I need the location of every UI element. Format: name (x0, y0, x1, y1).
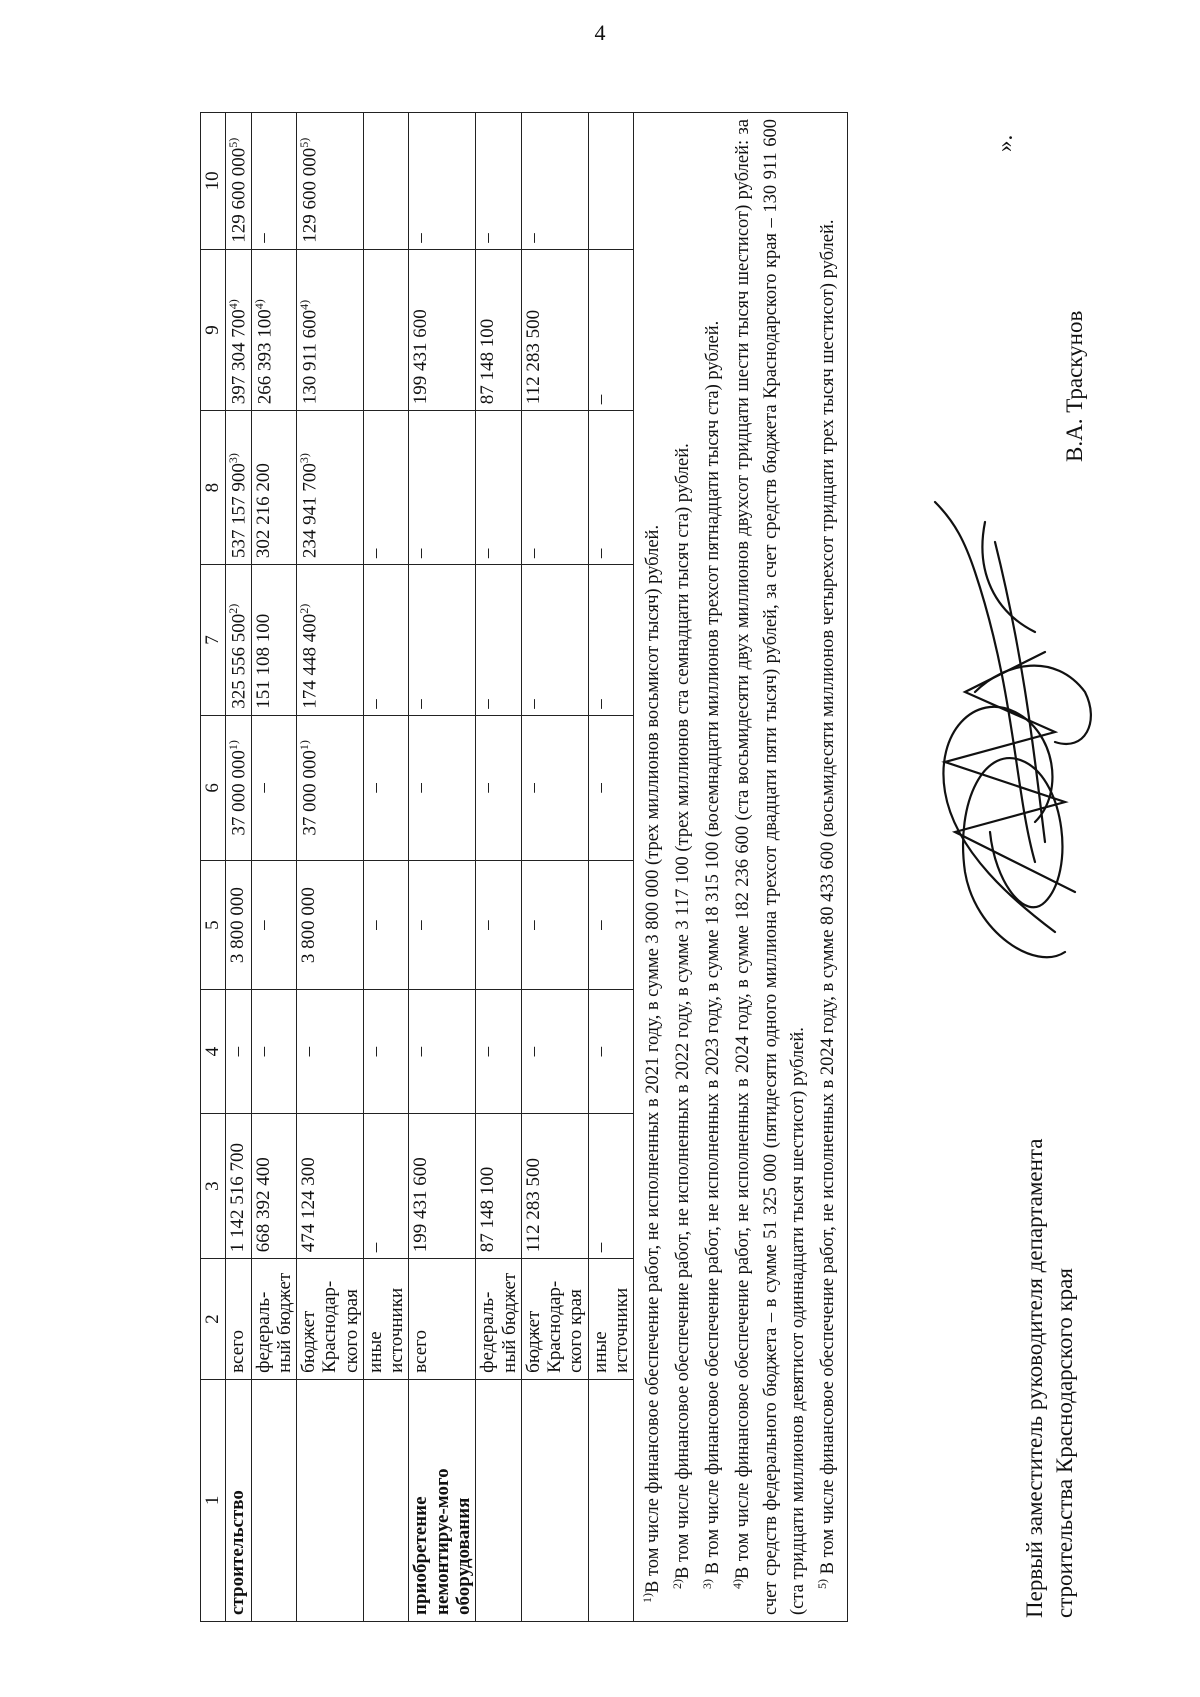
table-row (588, 113, 634, 1622)
table-cell-col-10 (409, 113, 476, 250)
cell-value: – (364, 920, 386, 930)
table-cell-col-6 (226, 715, 252, 860)
cell-value: 112 283 500 (522, 309, 544, 405)
table-cell-col-4 (476, 990, 522, 1114)
cell-value: – (522, 1046, 544, 1057)
table-cell-col-10 (251, 113, 297, 250)
col-header: 4 (201, 990, 226, 1114)
cell-value: иные источники (364, 1287, 408, 1373)
table-cell-col-2 (476, 1259, 522, 1380)
footnote-ref: 1) (297, 740, 312, 751)
table-cell-col-6 (588, 715, 634, 860)
cell-value: – (477, 548, 499, 559)
funding-table (200, 112, 848, 1622)
table-cell-col-2 (588, 1259, 634, 1380)
table-cell-col-3 (363, 1113, 409, 1258)
cell-value: – (477, 1046, 499, 1057)
table-cell-col-2 (251, 1259, 297, 1380)
table-cell-col-3 (409, 1113, 476, 1258)
cell-value: – (364, 783, 386, 793)
table-cell-col-5 (588, 861, 634, 990)
cell-value: – (589, 699, 611, 709)
table-cell-col-8 (409, 411, 476, 565)
table-cell-col-7 (363, 565, 409, 716)
footnote-4 (728, 119, 813, 1615)
cell-value: – (477, 783, 499, 793)
cell-value: – (252, 1046, 274, 1057)
closing-quote: ». (992, 134, 1017, 152)
cell-value: – (364, 1242, 386, 1253)
table-cell-col-9 (226, 249, 252, 410)
footnote-1 (638, 119, 668, 1615)
cell-value: – (522, 548, 544, 559)
footnote-ref: 3) (226, 453, 240, 464)
table-cell-col-7 (297, 565, 364, 716)
cell-value: федераль-ный бюджет (252, 1272, 295, 1373)
table-cell-col-1 (409, 1379, 476, 1621)
table-cell-col-7 (521, 565, 588, 716)
handwritten-signature (915, 492, 1105, 992)
cell-value: 1 142 516 700 (227, 1143, 248, 1253)
table-cell-col-10 (521, 113, 588, 250)
cell-value: – (227, 1046, 248, 1057)
table-cell-col-3 (521, 1113, 588, 1258)
table-cell-col-3 (226, 1113, 252, 1258)
cell-value: 174 448 400 (299, 613, 321, 709)
footnotes-row (634, 113, 848, 1622)
col-header: 10 (201, 113, 226, 250)
table-cell-col-5 (409, 861, 476, 990)
cell-value: 474 124 300 (298, 1157, 320, 1253)
table-cell-col-6 (297, 715, 364, 860)
cell-value: 129 600 000 (228, 147, 250, 243)
cell-value: – (252, 920, 274, 930)
cell-value: бюджет Краснодар-ского края (298, 1280, 362, 1373)
table-cell-col-5 (251, 861, 297, 990)
cell-value: – (589, 783, 611, 793)
cell-value: 37 000 000 (228, 750, 250, 836)
table-cell-col-6 (409, 715, 476, 860)
table-cell-col-2 (521, 1259, 588, 1380)
cell-value: 325 556 500 (228, 613, 250, 709)
cell-value: – (410, 920, 432, 930)
footnote-ref: 4) (226, 299, 240, 310)
footnote-ref: 3) (297, 453, 312, 464)
table-cell-col-9 (297, 249, 364, 410)
signatory-name: В.А. Траскунов (1062, 310, 1087, 462)
cell-value: – (364, 699, 386, 709)
table-cell-col-4 (588, 990, 634, 1114)
table-cell-col-9 (588, 249, 634, 410)
table-cell-col-2 (363, 1259, 409, 1380)
table-cell-col-5 (521, 861, 588, 990)
table-cell-col-8 (521, 411, 588, 565)
cell-value: 234 941 700 (299, 463, 321, 559)
cell-value: 112 283 500 (522, 1157, 544, 1253)
table-row (521, 113, 588, 1622)
table-cell-col-1 (226, 1379, 252, 1621)
cell-value: 37 000 000 (299, 750, 321, 836)
position-line-1: Первый заместитель руководителя департамента (1022, 1138, 1047, 1618)
footnote-text: В том числе финансовое обеспечение работ, не исполненных в 2021 году, в сумме 3 800 000 (трех миллионов восьмисот тысяч) рублей. (643, 524, 664, 1593)
cell-value: 151 108 100 (252, 613, 274, 709)
cell-value: – (477, 699, 499, 709)
table-cell-col-2 (409, 1259, 476, 1380)
footnote-ref: 1) (226, 740, 240, 751)
table-cell-col-9 (251, 249, 297, 410)
table-cell-col-8 (476, 411, 522, 565)
table-cell-col-10 (226, 113, 252, 250)
footnote-text: В том числе финансовое обеспечение работ, не исполненных в 2024 году, в сумме 182 236 600 (ста восьмидесяти двух миллионов двухсот тридцати шести тысяч шестисот) рублей: за счет средств федерального бюджета – в сумме 51 325 000 (пятидесяти одного миллиона трехсот двадцати пяти тысяч) рублей, за счет средств бюджета Краснодарского края – 130 911 600 (ста тридцати миллионов девятисот одиннадцати тысяч шестисот) рублей. (732, 119, 809, 1615)
table-cell-col-4 (297, 990, 364, 1114)
table-cell-col-9 (476, 249, 522, 410)
footnote-mark: 2) (670, 1579, 685, 1589)
table-cell-col-1 (251, 1379, 297, 1621)
table-cell-col-3 (297, 1113, 364, 1258)
col-header: 1 (201, 1379, 226, 1621)
footnote-2 (668, 119, 698, 1615)
footnote-mark: 5) (815, 1579, 830, 1589)
footnotes-cell (634, 113, 848, 1622)
cell-value: 199 431 600 (410, 1157, 432, 1253)
cell-value: федераль-ный бюджет (477, 1272, 520, 1373)
table-cell-col-5 (226, 861, 252, 990)
table-cell-col-10 (297, 113, 364, 250)
cell-value: – (477, 920, 499, 930)
cell-value: – (364, 1046, 386, 1057)
cell-value: – (522, 233, 544, 243)
cell-value: – (522, 920, 544, 930)
cell-value: – (410, 699, 432, 709)
table-cell-col-4 (363, 990, 409, 1114)
cell-value: 3 800 000 (227, 887, 248, 964)
table-cell-col-4 (409, 990, 476, 1114)
table-cell-col-1 (521, 1379, 588, 1621)
cell-value: 302 216 200 (252, 463, 274, 559)
footnote-mark: 1) (640, 1593, 655, 1603)
table-cell-col-5 (297, 861, 364, 990)
table-cell-col-7 (226, 565, 252, 716)
cell-value: 537 157 900 (228, 463, 250, 559)
footnote-text: В том числе финансовое обеспечение работ, не исполненных в 2024 году, в сумме 80 433 600 (восьмидесяти миллионов четырехсот тридцати трех тысяч шестисот) рублей. (818, 219, 839, 1575)
footnote-ref: 5) (297, 137, 312, 148)
cell-value: – (589, 1046, 611, 1057)
cell-value: – (589, 920, 611, 930)
table-cell-col-7 (409, 565, 476, 716)
table-cell-col-4 (251, 990, 297, 1114)
table-cell-col-1 (588, 1379, 634, 1621)
cell-value: иные источники (589, 1287, 632, 1373)
cell-value: – (410, 1046, 432, 1057)
table-cell-col-1 (297, 1379, 364, 1621)
cell-value: 87 148 100 (477, 1166, 499, 1253)
cell-value: – (298, 1046, 320, 1057)
cell-value: – (410, 548, 432, 559)
cell-value: 397 304 700 (228, 309, 250, 405)
table-cell-col-6 (363, 715, 409, 860)
table-cell-col-10 (588, 113, 634, 250)
footnote-mark: 3) (699, 1579, 714, 1589)
table-cell-col-1 (476, 1379, 522, 1621)
table-cell-col-6 (251, 715, 297, 860)
position-line-2: строительства Краснодарского края (1051, 1268, 1077, 1618)
cell-value: – (589, 1242, 611, 1253)
cell-value: – (589, 548, 611, 559)
cell-value: – (589, 394, 611, 405)
table-cell-col-8 (226, 411, 252, 565)
table-cell-col-4 (521, 990, 588, 1114)
table-cell-col-7 (588, 565, 634, 716)
footnote-3 (698, 119, 728, 1615)
cell-value: – (252, 233, 274, 243)
table-cell-col-10 (363, 113, 409, 250)
table-cell-col-6 (476, 715, 522, 860)
page-number: 4 (594, 20, 606, 45)
table-cell-col-8 (588, 411, 634, 565)
cell-value: 3 800 000 (298, 887, 320, 964)
cell-value: приобретение немонтируе-мого оборудования (410, 1468, 474, 1615)
cell-value: – (522, 783, 544, 793)
table-cell-col-3 (588, 1113, 634, 1258)
table-cell-col-3 (251, 1113, 297, 1258)
table-cell-col-5 (363, 861, 409, 990)
cell-value: – (477, 233, 499, 243)
table-row (363, 113, 409, 1622)
col-header: 3 (201, 1113, 226, 1258)
table-cell-col-4 (226, 990, 252, 1114)
cell-value: – (364, 548, 386, 559)
footnote-ref: 2) (297, 603, 312, 614)
cell-value: – (252, 783, 274, 793)
cell-value: всего (410, 1330, 432, 1373)
table-cell-col-10 (476, 113, 522, 250)
cell-value: всего (227, 1330, 248, 1373)
col-header: 7 (201, 565, 226, 716)
table-cell-col-7 (476, 565, 522, 716)
rotated-page-content (80, 72, 1120, 1632)
table-row (409, 113, 476, 1622)
col-header: 8 (201, 411, 226, 565)
col-header: 6 (201, 715, 226, 860)
table-cell-col-8 (297, 411, 364, 565)
cell-value: 266 393 100 (253, 309, 275, 405)
cell-value: – (410, 783, 432, 793)
cell-value: 129 600 000 (299, 147, 321, 243)
signatory-position (1020, 1139, 1080, 1618)
table-row (251, 113, 297, 1622)
table-cell-col-2 (297, 1259, 364, 1380)
footnote-ref: 5) (226, 137, 240, 148)
col-header: 5 (201, 861, 226, 990)
col-header: 9 (201, 249, 226, 410)
table-cell-col-9 (363, 249, 409, 410)
table-cell-col-6 (521, 715, 588, 860)
column-number-row (201, 113, 226, 1622)
cell-value: 668 392 400 (252, 1157, 274, 1253)
table-cell-col-2 (226, 1259, 252, 1380)
footnote-5 (813, 119, 843, 1615)
table-cell-col-9 (409, 249, 476, 410)
table-row (476, 113, 522, 1622)
cell-value: – (410, 233, 432, 243)
cell-value: строительство (227, 1490, 248, 1615)
footnote-ref: 4) (297, 299, 312, 310)
footnote-ref: 4) (251, 299, 266, 310)
table-cell-col-9 (521, 249, 588, 410)
table-cell-col-7 (251, 565, 297, 716)
footnote-text: В том числе финансовое обеспечение работ, не исполненных в 2022 году, в сумме 3 117 100 (трех миллионов ста семнадцати тысяч ста) рублей. (673, 443, 694, 1579)
cell-value: 199 431 600 (410, 309, 432, 405)
table-row (226, 113, 252, 1622)
footnote-text: В том числе финансовое обеспечение работ, не исполненных в 2023 году, в сумме 18 315 100 (восемнадцати миллионов трехсот пятнадцати тысяч ста) рублей. (703, 320, 724, 1575)
cell-value: 87 148 100 (477, 318, 499, 405)
table-cell-col-3 (476, 1113, 522, 1258)
col-header: 2 (201, 1259, 226, 1380)
cell-value: бюджет Краснодар-ского края (522, 1280, 587, 1373)
footnote-ref: 2) (226, 603, 240, 614)
cell-value: – (522, 699, 544, 709)
table-cell-col-5 (476, 861, 522, 990)
table-cell-col-8 (251, 411, 297, 565)
table-cell-col-1 (363, 1379, 409, 1621)
footnote-mark: 4) (729, 1579, 744, 1589)
table-row (297, 113, 364, 1622)
table-cell-col-8 (363, 411, 409, 565)
cell-value: 130 911 600 (299, 309, 321, 405)
